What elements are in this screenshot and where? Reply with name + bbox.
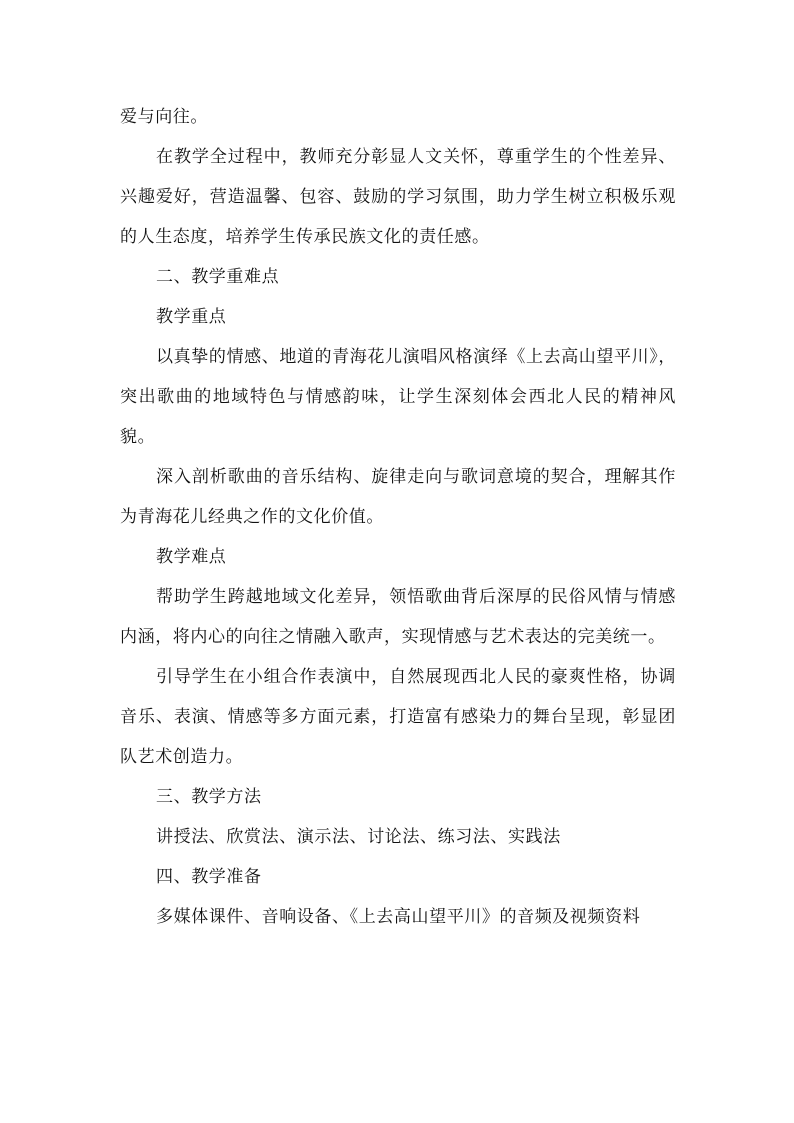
paragraph-methods: 讲授法、欣赏法、演示法、讨论法、练习法、实践法 xyxy=(156,827,561,847)
paragraph-focus-2: 深入剖析歌曲的音乐结构、旋律走向与歌词意境的契合，理解其作为青海花儿经典之作的文化价值。 xyxy=(120,467,676,527)
paragraph-preparation: 多媒体课件、音响设备、《上去高山望平川》的音频及视频资料 xyxy=(156,907,641,927)
section-heading-teaching-preparation: 四、教学准备 xyxy=(156,867,262,887)
subheading-teaching-difficulty: 教学难点 xyxy=(156,547,227,567)
subheading-teaching-focus: 教学重点 xyxy=(156,307,227,327)
paragraph-difficulty-1: 帮助学生跨越地域文化差异，领悟歌曲背后深厚的民俗风情与情感内涵，将内心的向往之情融入歌声，实现情感与艺术表达的完美统一。 xyxy=(120,587,676,647)
paragraph-difficulty-2: 引导学生在小组合作表演中，自然展现西北人民的豪爽性格，协调音乐、表演、情感等多方面元素，打造富有感染力的舞台呈现，彰显团队艺术创造力。 xyxy=(120,667,676,767)
section-heading-key-difficult-points: 二、教学重难点 xyxy=(156,267,280,287)
document-body xyxy=(120,97,676,937)
paragraph-teaching-care: 在教学全过程中，教师充分彰显人文关怀，尊重学生的个性差异、兴趣爱好，营造温馨、包容、鼓励的学习氛围，助力学生树立积极乐观的人生态度，培养学生传承民族文化的责任感。 xyxy=(120,147,676,247)
section-heading-teaching-methods: 三、教学方法 xyxy=(156,787,262,807)
paragraph-continuation: 爱与向往。 xyxy=(120,107,208,127)
paragraph-focus-1: 以真挚的情感、地道的青海花儿演唱风格演绎《上去高山望平川》，突出歌曲的地域特色与情感韵味，让学生深刻体会西北人民的精神风貌。 xyxy=(120,347,676,447)
